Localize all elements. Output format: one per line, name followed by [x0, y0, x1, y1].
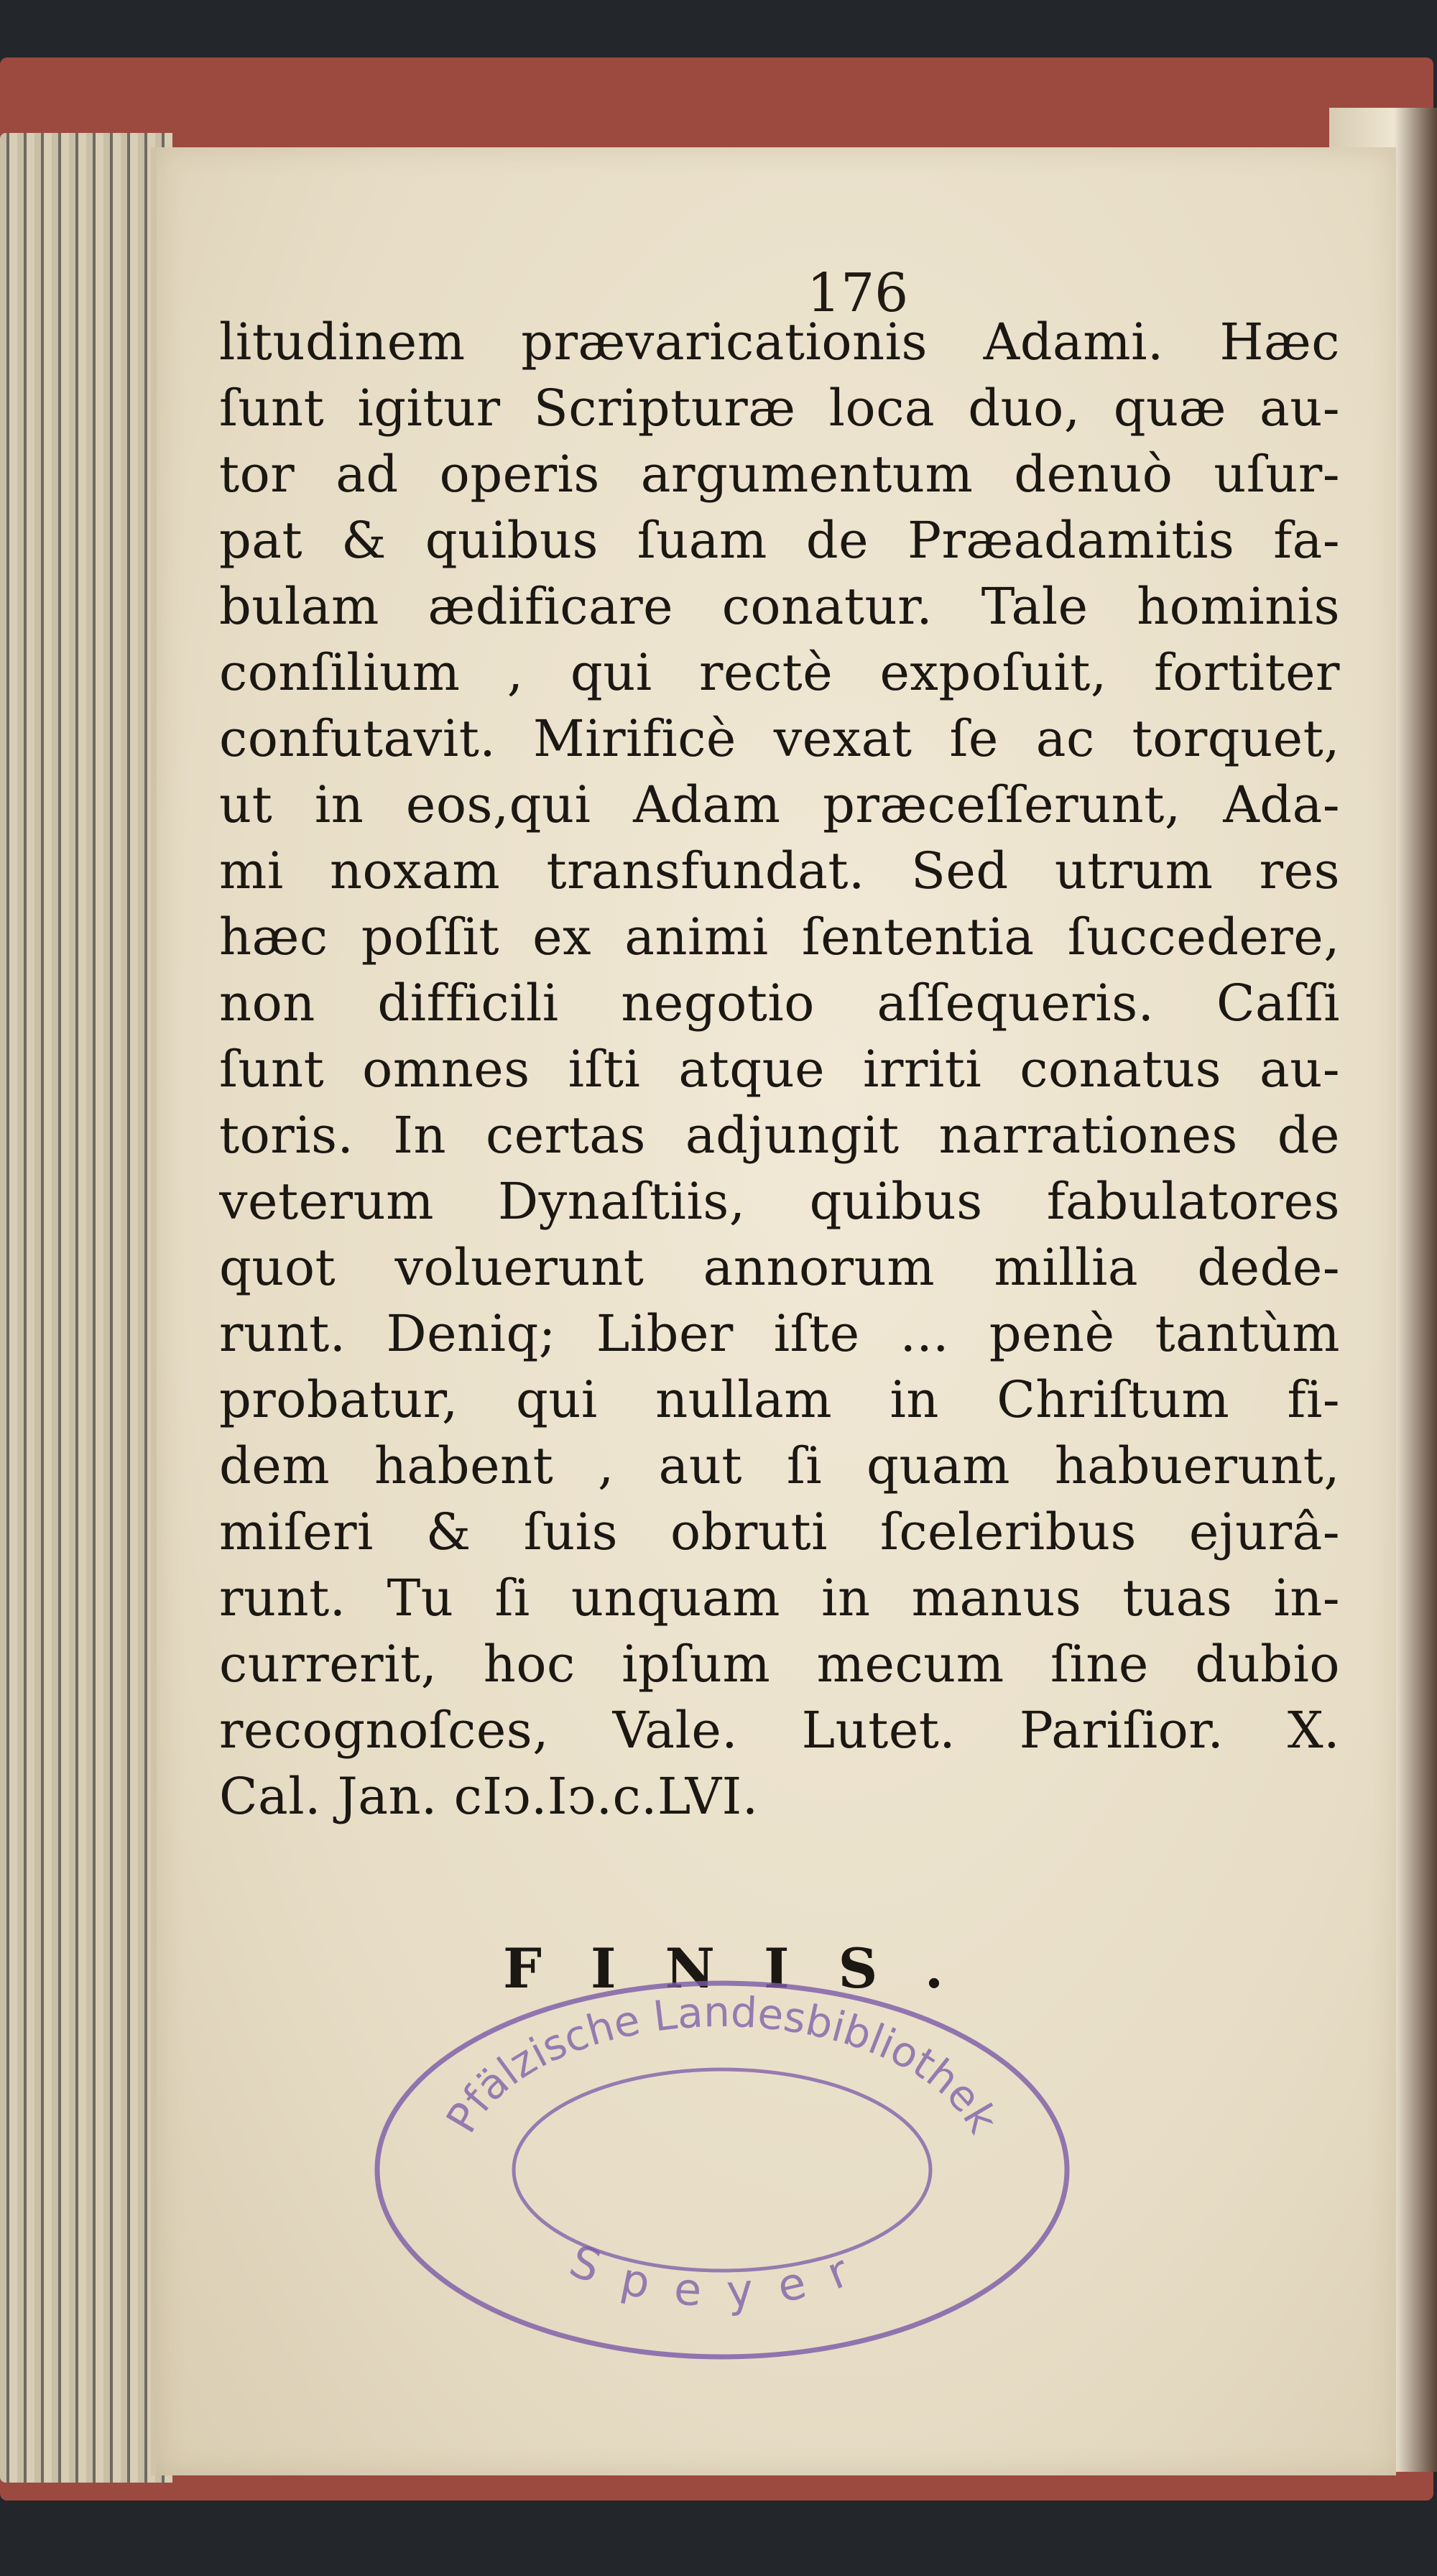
text-line: currerit, hoc ipſum mecum ſine dubio: [219, 1635, 1340, 1694]
text-line: litudinem prævaricationis Adami. Hæc: [219, 313, 1340, 371]
stamp-bottom-text: Speyer: [563, 2234, 882, 2318]
text-line: mi noxam transfundat. Sed utrum res: [219, 841, 1340, 900]
text-line: confutavit. Mirificè vexat ſe ac torquet,: [219, 709, 1340, 768]
page-number: 176: [807, 262, 909, 324]
text-line: Cal. Jan. cIↄ.Iↄ.c.LVI.: [219, 1767, 759, 1826]
text-line: runt. Tu ſi unquam in manus tuas in-: [219, 1569, 1340, 1628]
text-line: runt. Deniq; Liber iſte ... penè tantùm: [219, 1304, 1340, 1363]
text-line: dem habent , aut ſi quam habuerunt,: [219, 1436, 1340, 1495]
finis-heading: FINIS.: [503, 1936, 993, 2000]
library-stamp: [363, 1954, 1081, 2371]
text-line: pat & quibus ſuam de Præadamitis fa-: [219, 511, 1340, 570]
page-edges-left: [0, 133, 172, 2483]
text-line: conſilium , qui rectè expoſuit, fortiter: [219, 643, 1340, 702]
text-line: ſunt igitur Scripturæ loca duo, quæ au-: [219, 379, 1340, 438]
text-line: quot voluerunt annorum millia dede-: [219, 1238, 1340, 1297]
text-line: recognoſces, Vale. Lutet. Pariſior. X.: [219, 1701, 1340, 1760]
text-line: hæc poſſit ex animi ſententia ſuccedere,: [219, 908, 1340, 966]
body-text: [219, 309, 1340, 1829]
text-line: veterum Dynaſtiis, quibus fabulatores: [219, 1172, 1340, 1231]
text-line: probatur, qui nullam in Chriſtum fi-: [219, 1370, 1340, 1429]
text-line: toris. In certas adjungit narrationes de: [219, 1106, 1340, 1165]
text-line: non difficili negotio aſſequeris. Caſſi: [219, 974, 1340, 1033]
text-line: bulam ædificare conatur. Tale hominis: [219, 577, 1340, 636]
text-line: tor ad operis argumentum denuò uſur-: [219, 445, 1340, 504]
text-line: ſunt omnes iſti atque irriti conatus au-: [219, 1040, 1340, 1099]
stamp-top-text: Pfälzische Landesbibliothek: [436, 1987, 1008, 2141]
text-line: ut in eos,qui Adam præceſſerunt, Ada-: [219, 775, 1340, 834]
text-line: miſeri & ſuis obruti ſceleribus ejurâ-: [219, 1502, 1340, 1561]
